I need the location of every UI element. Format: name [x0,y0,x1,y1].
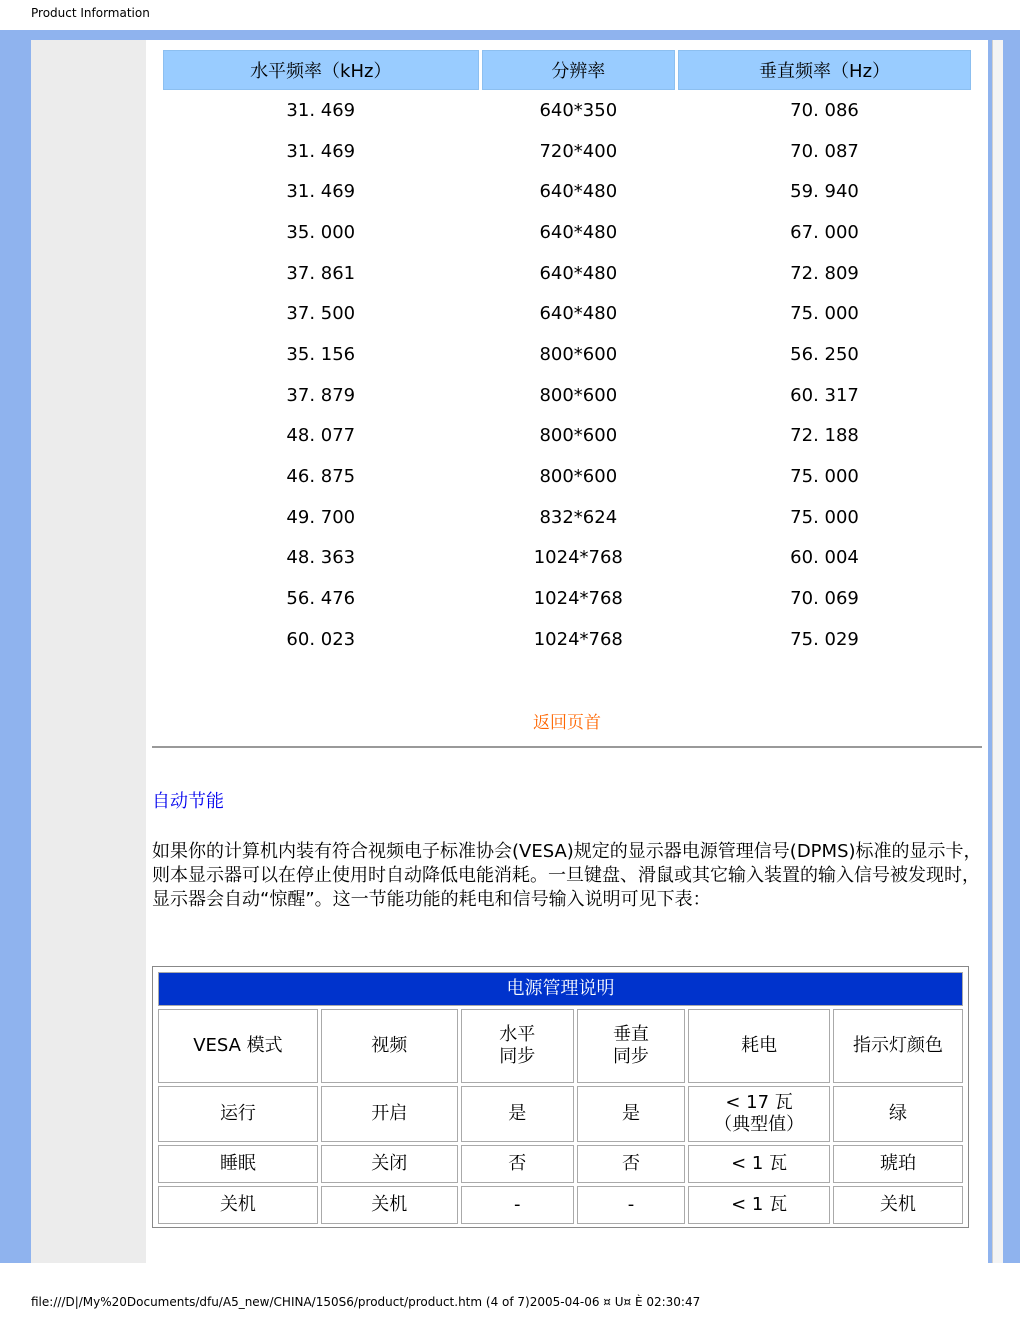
power-cell [833,1086,963,1142]
power-header-text: 同步 [499,1046,536,1067]
power-cell [688,1086,830,1142]
timing-cell-resolution: 720*400 [539,140,618,162]
timing-cell-vfreq: 56. 250 [790,343,859,365]
timing-cell-resolution: 640*480 [539,181,618,203]
timing-cell-vfreq: 60. 317 [790,384,859,406]
timing-cell-hfreq: 48. 363 [286,547,356,569]
power-cell-text: 运行 [219,1103,256,1124]
timing-cell-hfreq: 35. 000 [286,221,356,243]
timing-table [160,50,974,660]
power-body [158,1086,963,1224]
power-cell [321,1086,458,1142]
power-cell-text: 绿 [889,1103,908,1124]
power-header-text: 指示灯颜色 [853,1035,944,1056]
power-header-text: 视频 [371,1035,408,1056]
table-row [163,131,971,172]
power-cell [321,1145,458,1183]
power-cell [158,1145,318,1183]
timing-cell-vfreq: 75. 029 [790,628,859,650]
timing-cell-hfreq: 37. 861 [286,262,356,284]
timing-header-resolution: 分辨率 [482,50,676,90]
timing-cell-hfreq: 60. 023 [286,628,356,650]
table-row [163,253,971,294]
timing-cell-resolution: 640*480 [539,221,618,243]
timing-cell-resolution: 640*480 [539,262,618,284]
timing-cell-hfreq: 37. 879 [286,384,356,406]
timing-cell-hfreq: 35. 156 [286,343,356,365]
timing-cell-vfreq: 72. 809 [790,262,859,284]
timing-cell-resolution: 1024*768 [533,628,623,650]
scrollbar[interactable] [992,40,1003,1263]
table-row [158,1086,963,1142]
power-cell-text: 是 [508,1103,527,1124]
table-row [163,538,971,579]
section-text: 如果你的计算机内装有符合视频电子标准协会(VESA)规定的显示器电源管理信号(DPMS)标准的显示卡，则本显示器可以在停止使用时自动降低电能消耗。一旦键盘、滑鼠或其它输入装置的输入信号被发现时，显示器会自动“惊醒”。这一节能功能的耗电和信号输入说明可见下表： [152,841,982,910]
back-to-top-link[interactable]: 返回页首 [533,713,601,733]
power-cell-text: 琥珀 [880,1153,917,1174]
timing-cell-vfreq: 67. 000 [790,221,859,243]
timing-cell-vfreq: 70. 086 [790,99,859,121]
power-cell [321,1186,458,1224]
power-header-text: 耗电 [741,1035,778,1056]
timing-cell-vfreq: 59. 940 [790,181,859,203]
timing-cell-vfreq: 75. 000 [790,466,859,488]
power-cell [833,1186,963,1224]
power-cell-text: - [627,1194,635,1215]
timing-cell-vfreq: 75. 000 [790,506,859,528]
timing-cell-resolution: 1024*768 [533,547,623,569]
timing-cell-resolution: 800*600 [539,466,618,488]
power-cell [577,1086,685,1142]
timing-cell-vfreq: 70. 069 [790,588,859,610]
power-table-title: 电源管理说明 [158,972,963,1006]
power-header-text: 同步 [612,1046,649,1067]
power-header-text: 垂直 [612,1024,649,1045]
power-header-cell [461,1009,574,1083]
power-table [155,969,966,1227]
table-row [163,619,971,660]
power-cell-text: 否 [508,1153,527,1174]
timing-header-row [163,50,971,90]
power-cell-text: < 1 瓦 [731,1153,788,1174]
table-row [158,1145,963,1183]
power-header-text: 水平 [499,1024,536,1045]
power-cell [461,1086,574,1142]
power-cell-text: - [513,1194,521,1215]
timing-cell-hfreq: 46. 875 [286,466,356,488]
timing-cell-hfreq: 48. 077 [286,425,356,447]
table-row [158,1186,963,1224]
power-cell-text: 关机 [371,1194,408,1215]
power-header-text: VESA 模式 [193,1035,283,1056]
power-cell [688,1145,830,1183]
power-cell [461,1145,574,1183]
timing-cell-resolution: 832*624 [539,506,618,528]
page-footer: file:///D|/My%20Documents/dfu/A5_new/CHINA/150S6/product/product.htm (4 of 7)2005-04-06 ¤ U¤ È 02:30:47 [31,1295,701,1309]
power-cell-text: 睡眠 [219,1153,256,1174]
power-cell [577,1145,685,1183]
table-row [163,171,971,212]
table-row [163,375,971,416]
timing-cell-resolution: 640*350 [539,99,618,121]
timing-body [163,90,971,660]
timing-cell-vfreq: 72. 188 [790,425,859,447]
table-row [163,90,971,131]
page-header: Product Information [31,6,150,20]
divider [152,746,982,748]
timing-cell-resolution: 640*480 [539,303,618,325]
section-title: 自动节能 [152,791,224,812]
power-header-cell [158,1009,318,1083]
timing-cell-hfreq: 37. 500 [286,303,356,325]
table-row [163,497,971,538]
timing-cell-vfreq: 70. 087 [790,140,859,162]
power-cell-text: 关机 [880,1194,917,1215]
timing-cell-hfreq: 56. 476 [286,588,356,610]
timing-cell-vfreq: 60. 004 [790,547,859,569]
table-row [163,212,971,253]
table-row [163,334,971,375]
timing-cell-hfreq: 31. 469 [286,99,356,121]
table-row [163,293,971,334]
power-header-row [158,1009,963,1083]
timing-cell-hfreq: 31. 469 [286,181,356,203]
timing-header-vfreq: 垂直频率（Hz） [678,50,971,90]
power-header-cell [577,1009,685,1083]
power-cell [461,1186,574,1224]
table-row [163,456,971,497]
power-cell [833,1145,963,1183]
power-cell-text: 开启 [371,1103,408,1124]
power-cell [688,1186,830,1224]
power-cell-text: （典型值） [714,1114,805,1135]
timing-cell-vfreq: 75. 000 [790,303,859,325]
power-cell-text: 否 [621,1153,640,1174]
power-cell-text: 关闭 [371,1153,408,1174]
power-cell [577,1186,685,1224]
timing-cell-hfreq: 49. 700 [286,506,356,528]
power-cell-text: 关机 [219,1194,256,1215]
power-cell-text: < 17 瓦 [725,1092,793,1113]
table-row [163,416,971,457]
timing-cell-resolution: 800*600 [539,384,618,406]
power-header-cell [321,1009,458,1083]
timing-cell-resolution: 800*600 [539,343,618,365]
table-row [163,578,971,619]
timing-header-hfreq: 水平频率（kHz） [163,50,479,90]
power-cell-text: 是 [621,1103,640,1124]
power-cell [158,1186,318,1224]
timing-cell-resolution: 800*600 [539,425,618,447]
timing-cell-hfreq: 31. 469 [286,140,356,162]
timing-cell-resolution: 1024*768 [533,588,623,610]
power-header-cell [688,1009,830,1083]
power-cell [158,1086,318,1142]
power-header-cell [833,1009,963,1083]
left-sidebar [31,40,146,1263]
power-cell-text: < 1 瓦 [731,1194,788,1215]
